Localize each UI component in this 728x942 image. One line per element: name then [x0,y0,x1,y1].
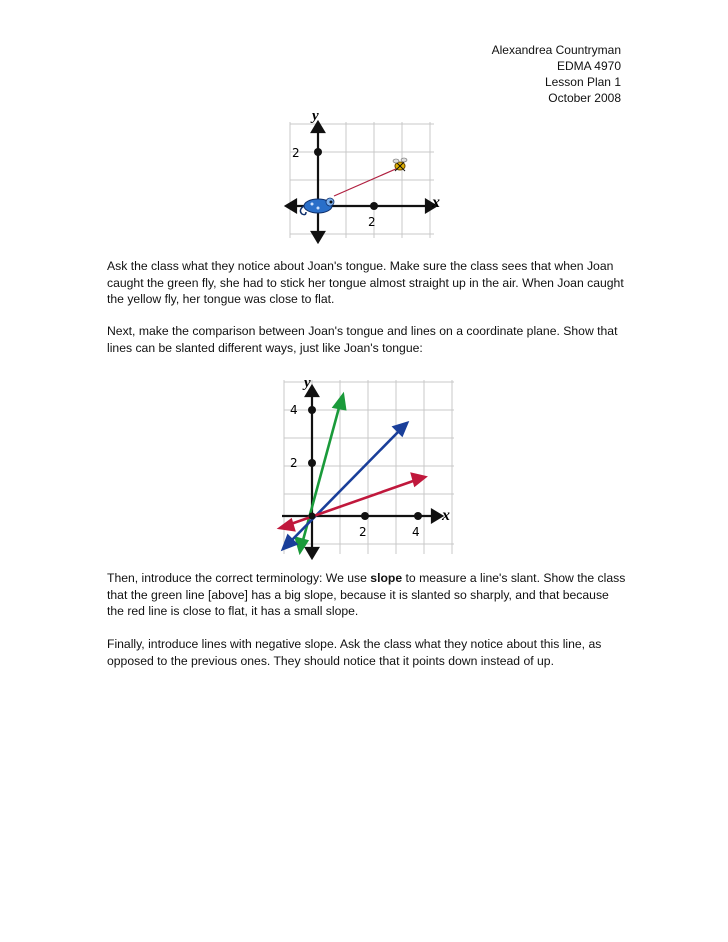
x-tick-point [370,202,378,210]
x-tick-label-4: 4 [412,525,420,539]
x-tick-label-2: 2 [359,525,367,539]
graph-grid [284,380,454,554]
y-tick-label: 2 [292,146,300,160]
document-date: October 2008 [548,91,621,105]
course-code: EDMA 4970 [556,59,621,73]
tongue-line [334,168,398,196]
red-line [280,474,425,530]
y-tick-point-2 [308,459,316,467]
slope-keyword: slope [370,571,403,585]
y-axis-label: y [304,375,311,391]
x-tick-point-4 [414,512,422,520]
paragraph-slope-terminology [107,570,627,620]
slope-text-before: Then, introduce the correct terminology: We use [107,571,371,585]
blue-line [283,423,407,549]
paragraph-joan-tongue: Ask the class what they notice about Joan's tongue. Make sure the class sees that when Joan caught the green fly, she had to stick her tongue almost straight up in the air. When Joan caught the yellow fly, her tongue was close to flat. [107,259,624,306]
document-header [492,42,621,106]
slopes-graph [276,374,458,560]
x-axis-label: x [442,507,450,524]
x-axis-label: x [432,194,440,211]
y-tick-point [314,148,322,156]
x-tick-label: 2 [368,215,376,229]
slope-text-after: to measure a line's slant. Show the class that the green line [above] has a big slope, because it is slanted so sharply, and that because the red line is close to flat, it has a small slope. [107,571,626,618]
origin-point [309,513,316,520]
paragraph-negative-slope: Finally, introduce lines with negative slope. Ask the class what they notice about this line, as opposed to the previous ones. They should notice that it points down instead of up. [107,637,602,668]
chameleon-icon [300,198,334,215]
y-axis [312,122,324,242]
x-tick-point-2 [361,512,369,520]
chameleon-fly-graph [282,108,452,244]
author-name: Alexandrea Countryman [491,43,621,57]
y-axis-label: y [312,108,319,124]
paragraph-comparison: Next, make the comparison between Joan's tongue and lines on a coordinate plane. Show that lines can be slanted different ways, just like Joan's tongue: [107,324,618,355]
y-tick-label-2: 2 [290,456,298,470]
lesson-number: Lesson Plan 1 [544,75,621,89]
y-tick-label-4: 4 [290,403,298,417]
graph-grid [290,122,434,238]
y-tick-point-4 [308,406,316,414]
